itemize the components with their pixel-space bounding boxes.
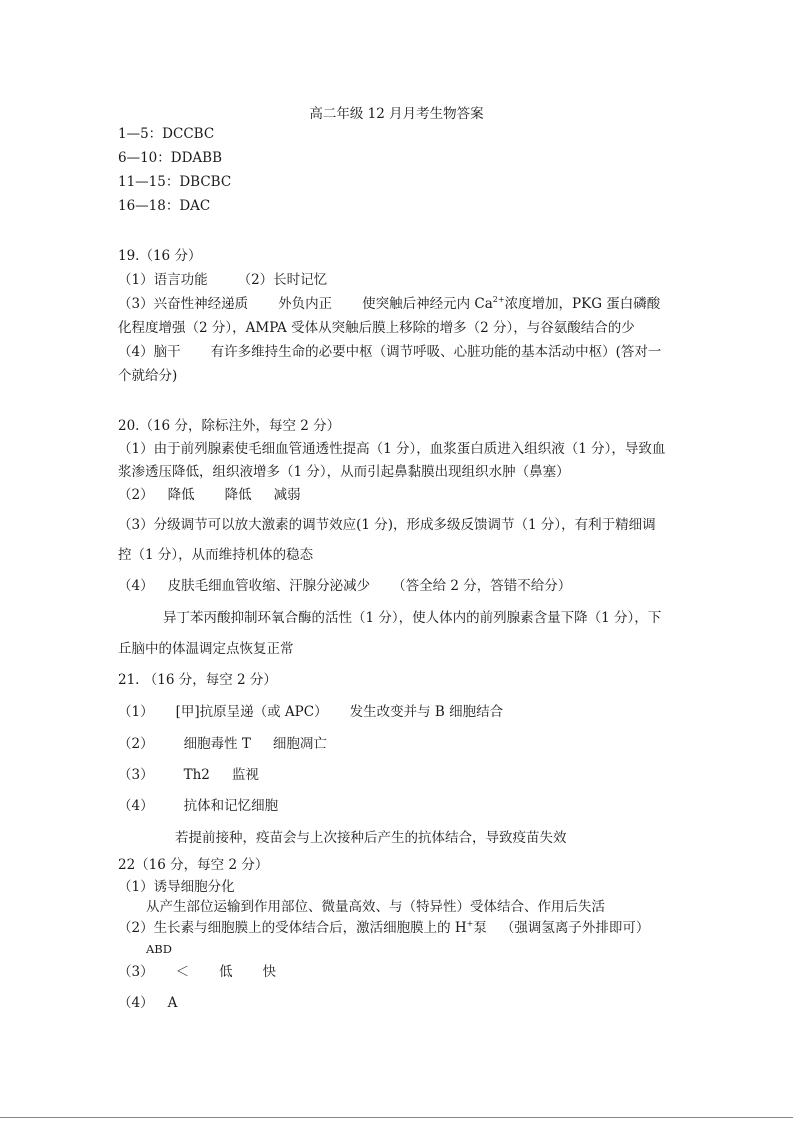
q22-line-5 [118,963,276,981]
mc-answers-6-10: 6—10：DDABB [118,150,223,166]
q20-line-3 [118,486,301,504]
q21-line-4 [118,797,278,815]
q20-line-1: （1）由于前列腺素使毛细血管通透性提高（1 分），血浆蛋白质进入组织液（1 分），导致血 [118,441,666,457]
q19-3-answer-c: 使突触后神经元内 Ca [362,296,493,312]
q19-3-answer-a: （3）兴奋性神经递质 [118,296,249,312]
q22-3-answer-c: 快 [262,964,277,980]
q22-3-answer-a: ＜ [175,964,190,980]
q21-3-answer-a: Th2 [183,767,210,783]
q19-4-answer-b: 有许多维持生命的必要中枢（调节呼吸、心脏功能的基本活动中枢）(答对一 [210,344,662,360]
q20-4-answer-a: 皮肤毛细血管收缩、汗腺分泌减少 [167,578,371,594]
q22-4-label: （4） [118,995,154,1011]
mc-answers-1-5: 1—5：DCCBC [118,126,215,142]
q20-4-scoring-note: （答全给 2 分，答错不给分） [392,578,572,594]
q20-2-label: （2） [118,487,154,503]
q20-line-7: 异丁苯丙酸抑制环氧合酶的活性（1 分），使人体内的前列腺素含量下降（1 分），下 [163,610,662,626]
q20-line-8: 丘脑中的体温调定点恢复正常 [118,641,294,657]
q19-1-answer: （1）语言功能 [118,272,208,288]
mc-answers-16-18: 16—18：DAC [118,198,211,214]
q21-line-1 [118,703,503,721]
q20-line-5: 控（1 分），从而维持机体的稳态 [118,547,314,563]
q19-4-answer-a: （4）脑干 [118,344,181,360]
q21-4-label: （4） [118,798,154,814]
q22-2-answer-b: 泵 [473,920,487,936]
q20-2-answer-a: 降低 [167,487,195,503]
q21-2-answer-b: 细胞凋亡 [272,736,327,752]
q22-line-2: 从产生部位运输到作用部位、微量高效、与（特异性）受体结合、作用后失活 [146,899,605,915]
q21-1-label: （1） [118,704,154,720]
bottom-divider [0,1117,793,1118]
q21-4-answer-a: 抗体和记忆细胞 [183,798,279,814]
q21-3-label: （3） [118,767,154,783]
q20-line-6 [118,577,571,595]
q22-3-label: （3） [118,964,154,980]
q21-heading: 21. （16 分，每空 2 分） [118,672,277,688]
q21-2-label: （2） [118,736,154,752]
q22-line-1: （1）诱导细胞分化 [118,879,235,895]
q21-line-5: 若提前接种，疫苗会与上次接种后产生的抗体结合，导致疫苗失效 [175,830,567,846]
q20-line-4: （3）分级调节可以放大激素的调节效应(1 分)，形成多级反馈调节（1 分），有利于精细调 [118,517,656,533]
h-ion-superscript: + [466,919,474,928]
q21-3-answer-b: 监视 [231,767,259,783]
q22-line-6 [118,994,177,1012]
q19-heading: 19.（16 分） [118,248,202,264]
q20-4-label: （4） [118,578,154,594]
q20-2-answer-c: 减弱 [273,487,301,503]
q21-line-2 [118,735,327,753]
q19-2-answer: （2）长时记忆 [237,272,328,288]
q22-line-3 [118,919,649,937]
q22-3-answer-b: 低 [219,964,233,980]
q21-2-answer-a: 细胞毒性 T [183,736,251,752]
q22-2-answer-a: （2）生长素与细胞膜上的受体结合后，激活细胞膜上的 H [118,920,467,936]
q19-3-answer-b: 外负内正 [278,296,333,312]
mc-answers-11-15: 11—15：DBCBC [118,174,232,190]
q21-1-answer-a: [甲]抗原呈递（或 APC） [175,704,328,720]
q19-line-4 [118,343,661,361]
q19-line-3: 化程度增强（2 分），AMPA 受体从突触后膜上移除的增多（2 分），与谷氨酸结合的少 [118,320,635,336]
q22-heading: 22（16 分，每空 2 分） [118,857,269,873]
q22-line-4: ABD [146,942,172,956]
q22-4-answer: A [167,995,178,1011]
q19-3-answer-d: 浓度增加，PKG 蛋白磷酸 [504,296,661,312]
q20-line-2: 浆渗透压降低，组织液增多（1 分），从而引起鼻黏膜出现组织水肿（鼻塞） [118,464,570,480]
q21-1-answer-b: 发生改变并与 B 细胞结合 [349,704,504,720]
q19-line-2 [118,295,660,313]
q20-2-answer-b: 降低 [224,487,252,503]
q22-2-scoring-note: （强调氢离子外排即可） [500,920,650,936]
q19-line-1 [118,271,327,289]
page-title: 高二年级 12 月月考生物答案 [309,106,484,122]
q20-heading: 20.（16 分，除标注外，每空 2 分） [118,418,341,434]
q19-line-5: 个就给分) [118,368,178,384]
ca-charge-superscript: 2+ [492,295,505,304]
q21-line-3 [118,766,259,784]
